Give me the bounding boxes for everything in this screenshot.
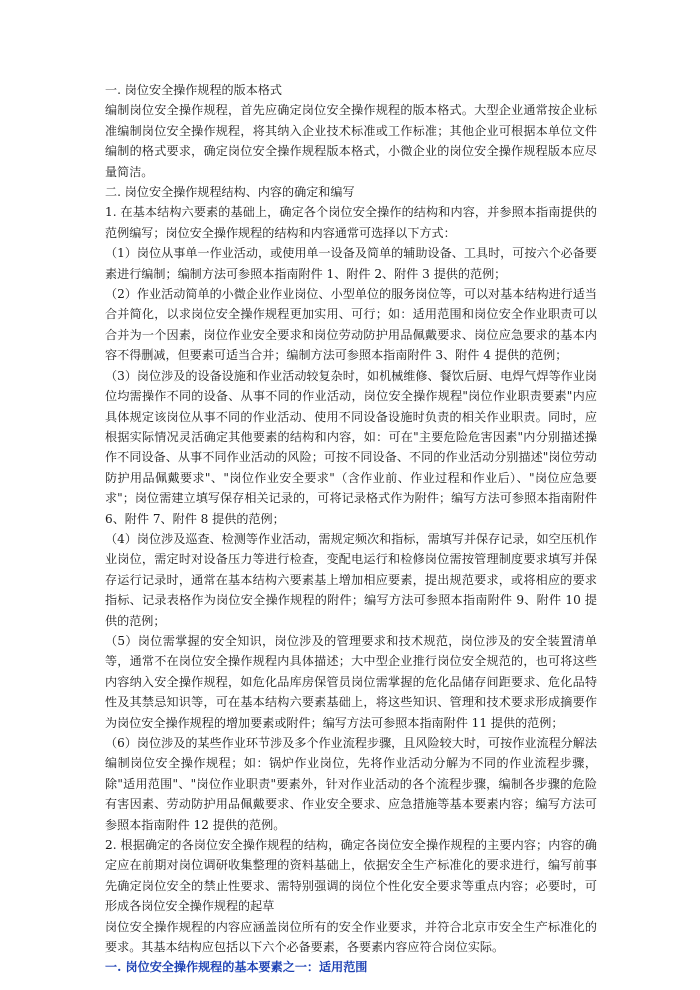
paragraph-item-2: 2. 根据确定的各岗位安全操作规程的结构，确定各岗位安全操作规程的主要内容；内容的确定应在前期对岗位调研收集整理的资料基础上，依据安全生产标准化的要求进行，编写前事先确定岗位安全的禁止性要求、需特别强调的岗位个性化安全要求等重点内容；必要时，可形成各岗位安全操作规程的起草 <box>105 838 597 914</box>
paragraph-content-requirement: 岗位安全操作规程的内容应涵盖岗位所有的安全作业要求，并符合北京市安全生产标准化的要求。其基本结构应包括以下六个必备要素，各要素内容应符合岗位实际。 <box>105 919 597 955</box>
paragraph-sub-2: （2）作业活动简单的小微企业作业岗位、小型单位的服务岗位等，可以对基本结构进行适当合并简化，以求岗位安全操作规程更加实用、可行；如：适用范围和岗位安全作业职责可以合并为一个因素，岗位作业安全要求和岗位劳动防护用品佩戴要求、岗位应急要求的基本内容不得删减，但要素可适当合并；编制方法可参照本指南附件 3、附件 4 提供的范例； <box>105 287 597 363</box>
paragraph-sub-4: （4）岗位涉及巡查、检测等作业活动，需规定频次和指标，需填写并保存记录，如空压机作业岗位，需定时对设备压力等进行检查，变配电运行和检修岗位需按管理制度要求填写并保存运行记录时，通常在基本结构六要素基上增加相应要素，提出规范要求，或将相应的要求指标、记录表格作为岗位安全操作规程的附件；编写方法可参照本指南附件 9、附件 10 提供的范例； <box>105 531 597 628</box>
paragraph-sub-5: （5）岗位需掌握的安全知识，岗位涉及的管理要求和技术规范，岗位涉及的安全装置清单等，通常不在岗位安全操作规程内具体描述；大中型企业推行岗位安全规范的，也可将这些内容纳入安全操作规程，如危化品库房保管员岗位需掌握的危化品储存间距要求、危化品特性及其禁忌知识等，可在基本结构六要素基础上，将这些知识、管理和技术要求形成摘要作为岗位安全操作规程的增加要素或附件；编写方法可参照本指南附件 11 提供的范例； <box>105 633 597 730</box>
paragraph-sub-6: （6）岗位涉及的某些作业环节涉及多个作业流程步骤，且风险较大时，可按作业流程分解法编制岗位安全操作规程；如：锅炉作业岗位，先将作业活动分解为不同的作业流程步骤，除"适用范围"、"岗位作业职责"要素外，针对作业活动的各个流程步骤，编制各步骤的危险有害因素、劳动防护用品佩戴要求、作业安全要求、应急措施等基本要素内容；编写方法可参照本指南附件 12 提供的范例。 <box>105 736 597 832</box>
section-heading-2: 二. 岗位安全操作规程结构、内容的确定和编写 <box>105 185 355 200</box>
paragraph-sub-1: （1）岗位从事单一作业活动，或使用单一设备及简单的辅助设备、工具时，可按六个必备要素进行编制；编制方法可参照本指南附件 1、附件 2、附件 3 提供的范例； <box>105 246 597 281</box>
paragraph-sub-3: （3）岗位涉及的设备设施和作业活动较复杂时，如机械维修、餐饮后厨、电焊气焊等作业岗位均需操作不同的设备、从事不同的作业活动，岗位安全操作规程"岗位作业职责要素"内应具体规定该岗位从事不同的作业活动、使用不同设备设施时负责的相关作业职责。同时，应根据实际情况灵活确定其他要素的结构和内容，如：可在"主要危险危害因素"内分别描述操作不同设备、从事不同作业活动的风险；可按不同设备、不同的作业活动分别描述"岗位劳动防护用品佩戴要求"、"岗位作业安全要求"（含作业前、作业过程和作业后）、"岗位应急要求"；岗位需建立填写保存相关记录的，可将记录格式作为附件；编写方法可参照本指南附件 6、附件 7、附件 8 提供的范例； <box>105 368 597 526</box>
blue-section-heading: 一. 岗位安全操作规程的基本要素之一：适用范围 <box>105 960 368 975</box>
paragraph-version-format: 编制岗位安全操作规程，首先应确定岗位安全操作规程的版本格式。大型企业通常按企业标准编制岗位安全操作规程，将其纳入企业技术标准或工作标准；其他企业可根据本单位文件编制的格式要求，确定岗位安全操作规程版本格式，小微企业的岗位安全操作规程版本应尽量简洁。 <box>105 103 597 179</box>
document-page <box>105 80 597 978</box>
paragraph-item-1: 1. 在基本结构六要素的基础上，确定各个岗位安全操作的结构和内容，并参照本指南提供的范例编写；岗位安全操作规程的结构和内容通常可选择以下方式： <box>105 205 597 240</box>
section-heading-1: 一. 岗位安全操作规程的版本格式 <box>105 83 283 97</box>
